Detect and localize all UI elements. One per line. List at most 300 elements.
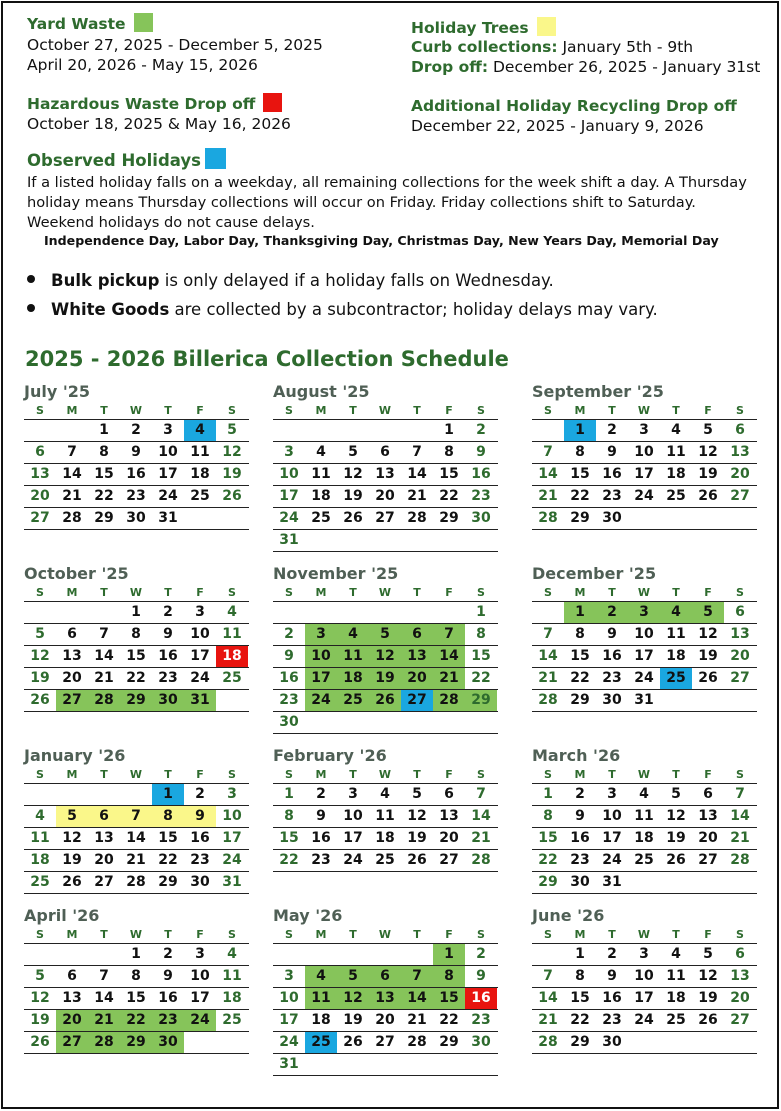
day-cell: 2 — [195, 786, 205, 802]
day-cell: 14 — [538, 990, 558, 1006]
day-cell: 6 — [67, 626, 77, 642]
day-cell: 21 — [538, 488, 558, 504]
day-cell: 18 — [375, 830, 395, 846]
weekday-label: T — [672, 586, 680, 599]
hazardous-line: October 18, 2025 & May 16, 2026 — [27, 115, 291, 133]
day-cell: 23 — [602, 1012, 622, 1028]
day-cell: 13 — [439, 808, 459, 824]
day-cell: 1 — [564, 420, 596, 441]
day-cell: 30 — [126, 510, 146, 526]
weekday-label: S — [228, 928, 236, 941]
day-cell: 1 — [543, 786, 553, 802]
weekday-header — [24, 585, 249, 602]
day-cell: 1 — [433, 944, 465, 965]
day-cell: 4 — [671, 422, 681, 438]
holiday-trees-section — [411, 17, 760, 77]
week-row — [532, 442, 757, 464]
day-cell: 5 — [337, 966, 369, 987]
day-cell: 31 — [279, 532, 299, 548]
empty-cell — [369, 530, 401, 551]
day-cell: 24 — [279, 1034, 299, 1050]
weekday-label: S — [736, 586, 744, 599]
day-cell: 13 — [94, 830, 114, 846]
day-cell: 28 — [88, 1032, 120, 1053]
day-cell: 5 — [227, 422, 237, 438]
day-cell: 15 — [94, 466, 114, 482]
weekday-label: S — [228, 404, 236, 417]
weekday-label: W — [378, 928, 392, 941]
week-row — [24, 806, 249, 828]
day-cell: 5 — [348, 444, 358, 460]
week-row — [24, 1010, 249, 1032]
day-cell: 21 — [471, 830, 491, 846]
day-cell: 12 — [407, 808, 427, 824]
day-cell: 18 — [666, 648, 686, 664]
weekday-label: M — [574, 586, 586, 599]
day-cell: 5 — [35, 626, 45, 642]
day-cell: 12 — [30, 990, 50, 1006]
empty-cell — [660, 1032, 692, 1053]
week-row — [273, 690, 498, 712]
day-cell: 31 — [634, 692, 654, 708]
week-row — [24, 988, 249, 1010]
day-cell: 22 — [538, 852, 558, 868]
day-cell: 19 — [369, 668, 401, 689]
day-cell: 27 — [56, 690, 88, 711]
weekday-label: T — [100, 928, 108, 941]
day-cell: 2 — [607, 946, 617, 962]
day-cell: 7 — [401, 966, 433, 987]
day-cell: 18 — [216, 646, 248, 667]
day-cell: 16 — [465, 988, 497, 1009]
empty-cell — [56, 784, 88, 805]
weekday-label: T — [164, 586, 172, 599]
day-cell: 1 — [564, 602, 596, 623]
day-cell: 24 — [634, 488, 654, 504]
day-cell: 9 — [184, 806, 216, 827]
day-cell: 27 — [401, 690, 433, 711]
day-cell: 11 — [634, 808, 654, 824]
weekday-label: F — [704, 586, 712, 599]
weekday-label: M — [315, 404, 327, 417]
week-row — [273, 486, 498, 508]
empty-cell — [724, 690, 756, 711]
day-cell: 2 — [131, 422, 141, 438]
day-cell: 12 — [698, 444, 718, 460]
weekday-label: T — [608, 768, 616, 781]
empty-cell — [369, 944, 401, 965]
weekday-label: S — [544, 404, 552, 417]
empty-cell — [337, 530, 369, 551]
day-cell: 11 — [305, 988, 337, 1009]
empty-cell — [305, 1054, 337, 1075]
day-cell: 2 — [316, 786, 326, 802]
week-row — [24, 486, 249, 508]
empty-cell — [88, 602, 120, 623]
weekday-header — [273, 403, 498, 420]
day-cell: 3 — [284, 968, 294, 984]
day-cell: 26 — [698, 488, 718, 504]
month-title: February '26 — [273, 746, 387, 765]
day-cell: 11 — [666, 444, 686, 460]
weekday-label: F — [704, 768, 712, 781]
day-cell: 13 — [62, 648, 82, 664]
month-title: October '25 — [24, 564, 129, 583]
day-cell: 27 — [730, 488, 750, 504]
day-cell: 18 — [190, 466, 210, 482]
weekday-label: F — [196, 768, 204, 781]
day-cell: 17 — [305, 668, 337, 689]
day-cell: 7 — [412, 444, 422, 460]
month-title: August '25 — [273, 382, 370, 401]
day-cell: 11 — [666, 968, 686, 984]
day-cell: 29 — [465, 690, 497, 711]
observed-holidays-swatch — [205, 148, 226, 169]
empty-cell — [465, 712, 497, 733]
weekday-label: F — [196, 586, 204, 599]
day-cell: 29 — [439, 510, 459, 526]
empty-cell — [369, 602, 401, 623]
empty-cell — [660, 872, 692, 893]
week-row — [24, 850, 249, 872]
month-calendar — [532, 563, 757, 712]
day-cell: 31 — [184, 690, 216, 711]
day-cell: 16 — [158, 648, 178, 664]
day-cell: 13 — [375, 466, 395, 482]
week-row — [532, 486, 757, 508]
day-cell: 2 — [476, 422, 486, 438]
day-cell: 3 — [284, 444, 294, 460]
day-cell: 28 — [538, 692, 558, 708]
day-cell: 21 — [538, 670, 558, 686]
day-cell: 7 — [543, 626, 553, 642]
day-cell: 25 — [666, 488, 686, 504]
day-cell: 15 — [158, 830, 178, 846]
week-row — [532, 1032, 757, 1054]
day-cell: 21 — [126, 852, 146, 868]
day-cell: 19 — [698, 466, 718, 482]
month-title: July '25 — [24, 382, 90, 401]
empty-cell — [465, 1054, 497, 1075]
schedule-title: 2025 - 2026 Billerica Collection Schedule — [25, 347, 509, 371]
day-cell: 9 — [607, 626, 617, 642]
day-cell: 26 — [343, 510, 363, 526]
day-cell: 24 — [602, 852, 622, 868]
day-cell: 3 — [305, 624, 337, 645]
week-row — [273, 508, 498, 530]
day-cell: 27 — [375, 510, 395, 526]
day-cell: 25 — [305, 1032, 337, 1053]
day-cell: 19 — [343, 1012, 363, 1028]
month-calendar — [532, 381, 757, 530]
week-row — [532, 602, 757, 624]
day-cell: 25 — [634, 852, 654, 868]
month-calendar — [273, 745, 498, 872]
day-cell: 20 — [62, 670, 82, 686]
day-cell: 11 — [30, 830, 50, 846]
day-cell: 24 — [343, 852, 363, 868]
day-cell: 9 — [607, 968, 617, 984]
day-cell: 25 — [375, 852, 395, 868]
day-cell: 7 — [120, 806, 152, 827]
day-cell: 8 — [152, 806, 184, 827]
weekday-label: F — [445, 928, 453, 941]
empty-cell — [401, 944, 433, 965]
day-cell: 20 — [56, 1010, 88, 1031]
empty-cell — [216, 1032, 248, 1053]
day-cell: 21 — [538, 1012, 558, 1028]
weekday-label: T — [608, 404, 616, 417]
day-cell: 15 — [126, 648, 146, 664]
day-cell: 18 — [634, 830, 654, 846]
empty-cell — [305, 602, 337, 623]
day-cell: 27 — [698, 852, 718, 868]
weekday-label: S — [477, 928, 485, 941]
week-row — [24, 784, 249, 806]
month-calendar — [532, 905, 757, 1054]
day-cell: 26 — [343, 1034, 363, 1050]
weekday-label: S — [736, 404, 744, 417]
empty-cell — [88, 784, 120, 805]
day-cell: 7 — [543, 444, 553, 460]
day-cell: 17 — [190, 648, 210, 664]
day-cell: 26 — [30, 692, 50, 708]
day-cell: 3 — [348, 786, 358, 802]
weekday-label: F — [445, 404, 453, 417]
day-cell: 25 — [660, 668, 692, 689]
day-cell: 6 — [444, 786, 454, 802]
day-cell: 9 — [131, 444, 141, 460]
day-cell: 24 — [184, 1010, 216, 1031]
weekday-label: F — [704, 928, 712, 941]
month-title: December '25 — [532, 564, 657, 583]
day-cell: 7 — [67, 444, 77, 460]
yard-waste-line-1: October 27, 2025 - December 5, 2025 — [27, 36, 323, 54]
day-cell: 25 — [30, 874, 50, 890]
month-title: June '26 — [532, 906, 605, 925]
week-row — [532, 508, 757, 530]
week-row — [273, 988, 498, 1010]
day-cell: 12 — [337, 988, 369, 1009]
day-cell: 6 — [735, 946, 745, 962]
day-cell: 13 — [369, 988, 401, 1009]
day-cell: 15 — [570, 466, 590, 482]
day-cell: 28 — [433, 690, 465, 711]
day-cell: 2 — [476, 946, 486, 962]
weekday-label: S — [36, 768, 44, 781]
empty-cell — [24, 602, 56, 623]
day-cell: 14 — [94, 990, 114, 1006]
day-cell: 5 — [369, 624, 401, 645]
week-row — [273, 668, 498, 690]
day-cell: 4 — [305, 966, 337, 987]
day-cell: 7 — [99, 626, 109, 642]
month-title: May '26 — [273, 906, 343, 925]
day-cell: 11 — [666, 626, 686, 642]
week-row — [273, 1010, 498, 1032]
weekday-label: T — [413, 586, 421, 599]
day-cell: 1 — [152, 784, 184, 805]
day-cell: 20 — [730, 466, 750, 482]
weekday-label: W — [637, 404, 651, 417]
week-row — [532, 828, 757, 850]
day-cell: 4 — [380, 786, 390, 802]
day-cell: 8 — [575, 626, 585, 642]
empty-cell — [724, 508, 756, 529]
weekday-label: T — [608, 586, 616, 599]
day-cell: 17 — [279, 488, 299, 504]
day-cell: 23 — [471, 1012, 491, 1028]
empty-cell — [56, 944, 88, 965]
day-cell: 30 — [602, 510, 622, 526]
month-calendar — [24, 905, 249, 1054]
weekday-header — [24, 927, 249, 944]
day-cell: 14 — [407, 466, 427, 482]
day-cell: 9 — [284, 648, 294, 664]
day-cell: 14 — [538, 648, 558, 664]
weekday-label: S — [36, 928, 44, 941]
day-cell: 4 — [671, 946, 681, 962]
day-cell: 4 — [316, 444, 326, 460]
day-cell: 24 — [634, 1012, 654, 1028]
week-row — [24, 602, 249, 624]
day-cell: 6 — [67, 968, 77, 984]
day-cell: 30 — [279, 714, 299, 730]
empty-cell — [401, 420, 433, 441]
week-row — [24, 690, 249, 712]
day-cell: 11 — [222, 968, 242, 984]
weekday-header — [532, 585, 757, 602]
weekday-label: W — [129, 404, 143, 417]
day-cell: 23 — [471, 488, 491, 504]
day-cell: 28 — [88, 690, 120, 711]
day-cell: 14 — [126, 830, 146, 846]
week-row — [532, 988, 757, 1010]
bullet-dot — [27, 275, 35, 283]
week-row — [24, 442, 249, 464]
empty-cell — [628, 872, 660, 893]
day-cell: 18 — [222, 990, 242, 1006]
day-cell: 18 — [666, 990, 686, 1006]
recycling-line: December 22, 2025 - January 9, 2026 — [411, 117, 704, 135]
day-cell: 26 — [698, 670, 718, 686]
empty-cell — [24, 784, 56, 805]
day-cell: 5 — [671, 786, 681, 802]
empty-cell — [273, 944, 305, 965]
day-cell: 29 — [158, 874, 178, 890]
weekday-label: M — [66, 768, 78, 781]
week-row — [273, 806, 498, 828]
day-cell: 4 — [227, 604, 237, 620]
weekday-label: M — [574, 404, 586, 417]
day-cell: 23 — [602, 670, 622, 686]
weekday-label: T — [164, 928, 172, 941]
day-cell: 16 — [279, 670, 299, 686]
weekday-label: F — [196, 928, 204, 941]
day-cell: 3 — [195, 604, 205, 620]
day-cell: 23 — [570, 852, 590, 868]
day-cell: 5 — [703, 422, 713, 438]
day-cell: 10 — [222, 808, 242, 824]
day-cell: 2 — [596, 602, 628, 623]
weekday-label: T — [100, 586, 108, 599]
week-row — [273, 442, 498, 464]
day-cell: 24 — [305, 690, 337, 711]
day-cell: 30 — [570, 874, 590, 890]
day-cell: 21 — [62, 488, 82, 504]
weekday-label: S — [736, 928, 744, 941]
day-cell: 20 — [375, 1012, 395, 1028]
day-cell: 16 — [602, 648, 622, 664]
weekday-label: T — [349, 928, 357, 941]
day-cell: 19 — [30, 1012, 50, 1028]
weekday-label: F — [445, 768, 453, 781]
empty-cell — [273, 602, 305, 623]
day-cell: 21 — [88, 1010, 120, 1031]
day-cell: 7 — [735, 786, 745, 802]
empty-cell — [465, 530, 497, 551]
empty-cell — [184, 1032, 216, 1053]
day-cell: 29 — [94, 510, 114, 526]
day-cell: 12 — [343, 466, 363, 482]
empty-cell — [56, 420, 88, 441]
day-cell: 8 — [476, 626, 486, 642]
day-cell: 30 — [471, 1034, 491, 1050]
observed-holidays-paragraph: If a listed holiday falls on a weekday, all remaining collections for the week shift a day. A Thursday holiday means Thursday collections will occur on Friday. Friday collections shift to Saturday. Weekend holidays do not cause delays. — [27, 174, 747, 231]
week-row — [273, 784, 498, 806]
day-cell: 8 — [99, 444, 109, 460]
day-cell: 3 — [163, 422, 173, 438]
day-cell: 4 — [35, 808, 45, 824]
day-cell: 22 — [439, 488, 459, 504]
empty-cell — [660, 508, 692, 529]
day-cell: 6 — [35, 444, 45, 460]
empty-cell — [216, 508, 248, 529]
day-cell: 17 — [634, 990, 654, 1006]
day-cell: 7 — [476, 786, 486, 802]
day-cell: 31 — [279, 1056, 299, 1072]
weekday-label: T — [413, 928, 421, 941]
weekday-label: S — [228, 768, 236, 781]
weekday-label: W — [378, 586, 392, 599]
week-row — [532, 1010, 757, 1032]
week-row — [24, 508, 249, 530]
day-cell: 20 — [401, 668, 433, 689]
day-cell: 22 — [94, 488, 114, 504]
yard-waste-section — [27, 13, 323, 75]
hazardous-swatch — [263, 93, 282, 112]
day-cell: 11 — [190, 444, 210, 460]
day-cell: 15 — [570, 648, 590, 664]
day-cell: 29 — [570, 510, 590, 526]
weekday-label: S — [477, 768, 485, 781]
recycling-section — [411, 97, 737, 136]
day-cell: 5 — [692, 602, 724, 623]
week-row — [273, 1032, 498, 1054]
day-cell: 19 — [698, 990, 718, 1006]
day-cell: 26 — [62, 874, 82, 890]
day-cell: 30 — [471, 510, 491, 526]
day-cell: 23 — [152, 1010, 184, 1031]
empty-cell — [337, 944, 369, 965]
empty-cell — [433, 712, 465, 733]
week-row — [273, 828, 498, 850]
day-cell: 18 — [311, 1012, 331, 1028]
day-cell: 26 — [698, 1012, 718, 1028]
day-cell: 31 — [602, 874, 622, 890]
month-title: March '26 — [532, 746, 621, 765]
day-cell: 1 — [99, 422, 109, 438]
